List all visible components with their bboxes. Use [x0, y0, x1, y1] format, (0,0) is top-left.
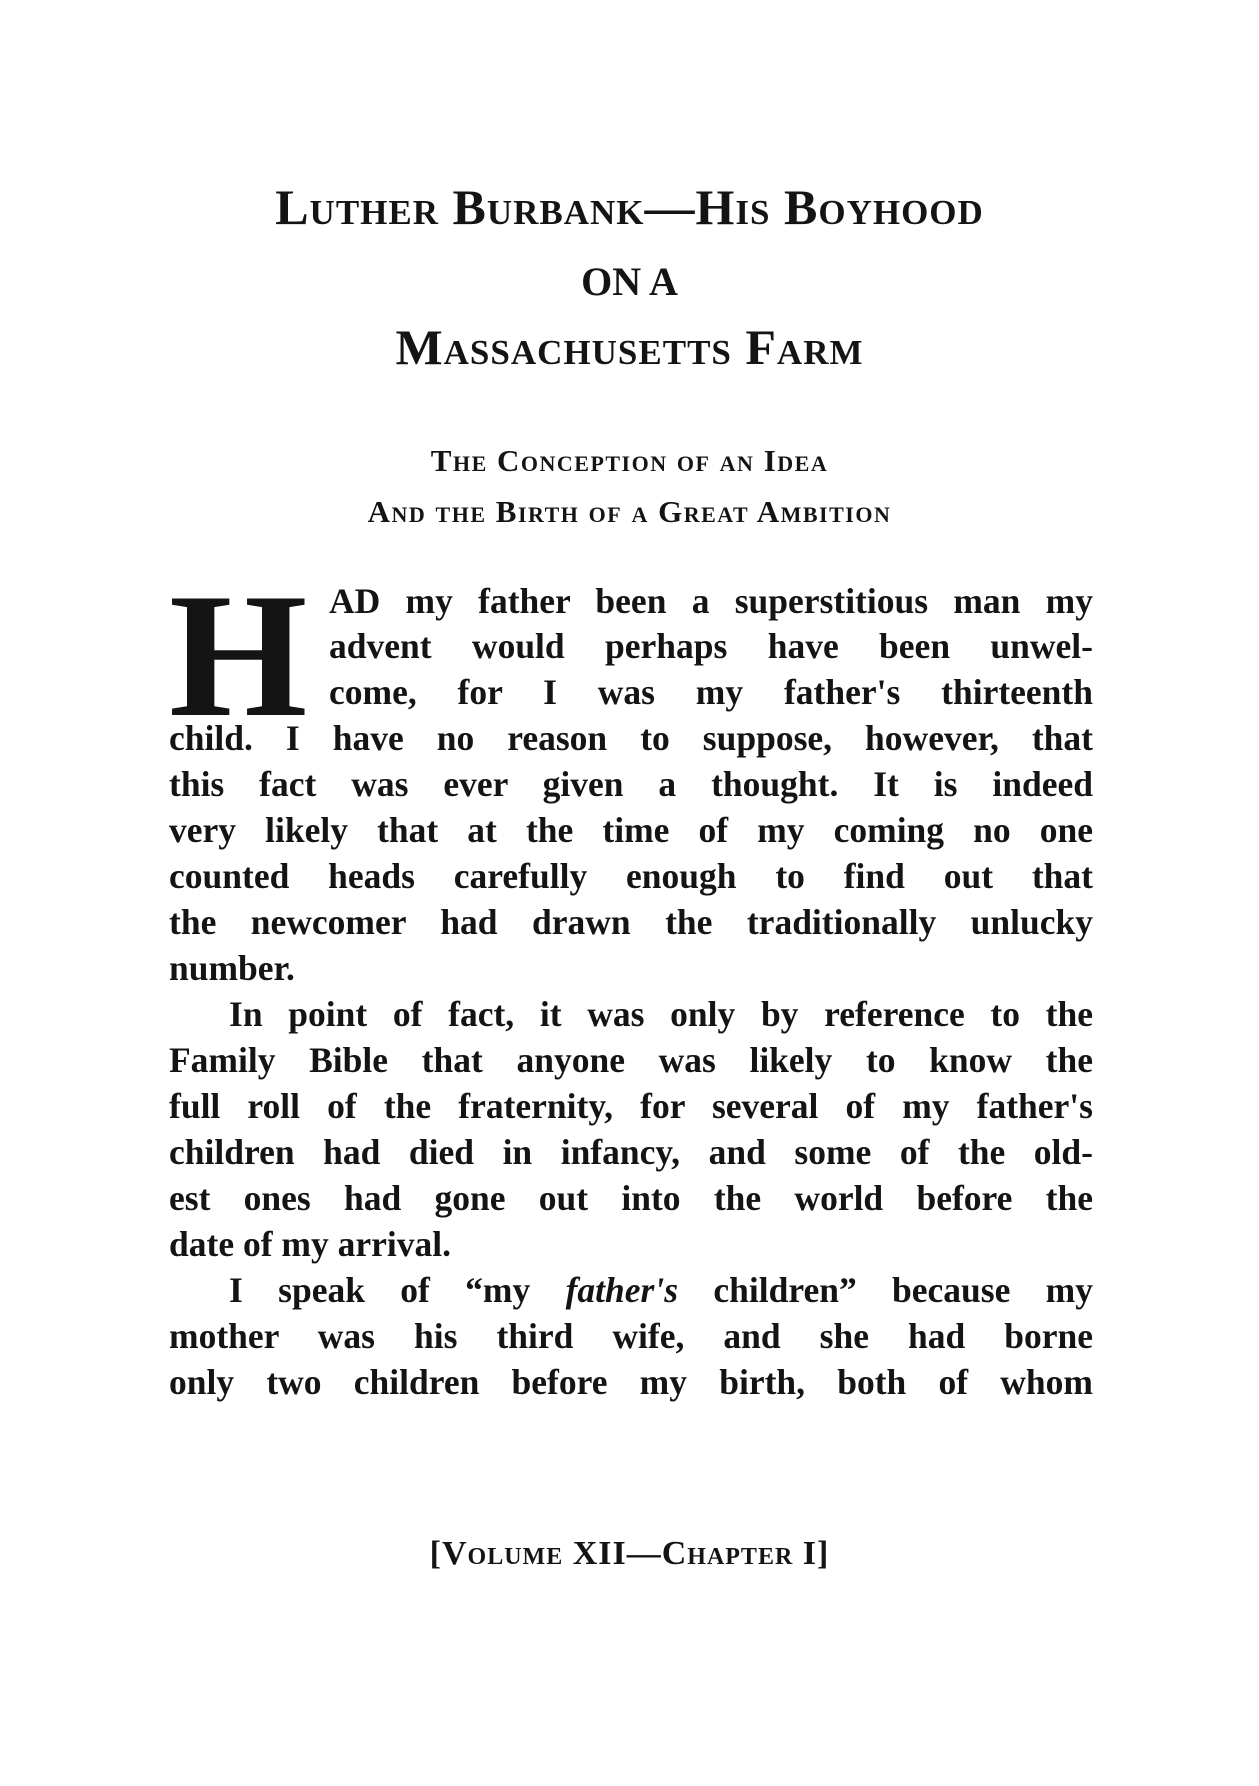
chapter-subtitle-line-2: And the Birth of a Great Ambition [367, 494, 892, 529]
text-line: children had died in infancy, and some of the old- [169, 1132, 1093, 1172]
text-line: full roll of the fraternity, for several of my father's [169, 1086, 1093, 1126]
text-span: children” because my [678, 1270, 1093, 1310]
chapter-title-line-2: ON A [581, 259, 678, 304]
text-line: come, for I was my father's thirteenth [329, 672, 1093, 712]
drop-cap: H [169, 556, 308, 754]
text-span: I speak of “my [229, 1270, 566, 1310]
chapter-subtitle-line-1: The Conception of an Idea [430, 443, 829, 478]
text-line: counted heads carefully enough to find out that [169, 856, 1093, 896]
text-line: this fact was ever given a thought. It is indeed [169, 764, 1093, 804]
text-line: date of my arrival. [169, 1224, 451, 1264]
text-line: In point of fact, it was only by reference to the [229, 994, 1093, 1034]
text-line: AD my father been a superstitious man my [329, 581, 1093, 621]
chapter-title-line-1: Luther Burbank—His Boyhood [275, 179, 984, 235]
text-line: very likely that at the time of my coming no one [169, 810, 1093, 850]
volume-chapter-label: [Volume XII—Chapter I] [429, 1535, 830, 1572]
text-line [169, 1264, 1093, 1316]
text-line: child. I have no reason to suppose, however, that [169, 718, 1093, 758]
text-line: est ones had gone out into the world before the [169, 1178, 1093, 1218]
text-line: advent would perhaps have been unwel- [329, 626, 1093, 666]
text-line: number. [169, 948, 295, 988]
text-line: Family Bible that anyone was likely to know the [169, 1040, 1093, 1080]
emphasis-text: father's [565, 1270, 679, 1310]
text-line: only two children before my birth, both of whom [169, 1362, 1093, 1402]
text-line: the newcomer had drawn the traditionally unlucky [169, 902, 1093, 942]
text-line: mother was his third wife, and she had borne [169, 1316, 1093, 1356]
chapter-title-line-3: Massachusetts Farm [395, 319, 864, 375]
